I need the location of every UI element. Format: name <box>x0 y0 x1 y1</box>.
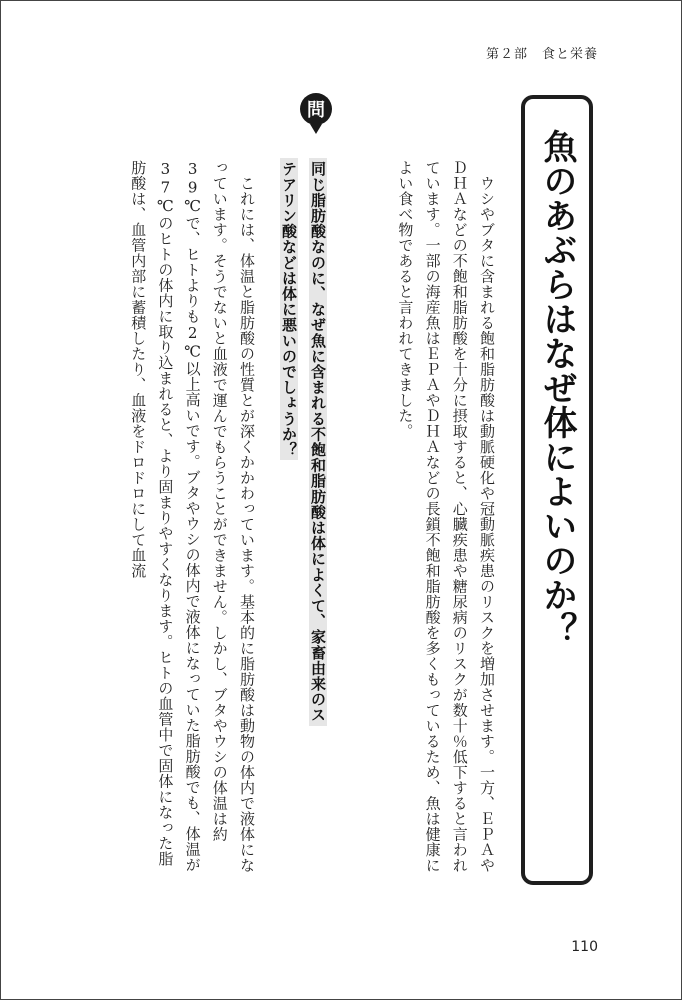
chapter-title: 魚のあぶらはなぜ体によいのか？ <box>537 129 577 647</box>
question-line-1: 同じ脂肪酸なのに、なぜ魚に含まれる不飽和脂肪酸は体によくて、家畜由来のス <box>309 158 327 726</box>
page-number: 110 <box>571 939 598 955</box>
question-line-2: テアリン酸などは体に悪いのでしょうか？ <box>280 158 298 460</box>
title-box <box>521 95 593 885</box>
question-box <box>270 150 336 876</box>
body-paragraph-2: これには、体温と脂肪酸の性質とが深くかかわっています。基本的に脂肪酸は動物の体内で液体になっています。そうでないと血液で運んでもらうことができません。しかし、ブタやウシの体温は約39℃で、ヒトよりも2℃以上高いです。ブタやウシの体内で液体になっていた脂肪酸でも、体温が37℃のヒトの体内に取り込まれると、より固まりやすくなります。ヒトの血管中で固体になった脂肪酸は、血管内部に蓄積したり、血液をドロドロにして血流 <box>129 160 256 873</box>
question-text <box>274 158 332 868</box>
running-head: 第２部 食と栄養 <box>485 47 598 62</box>
question-badge-icon: 問 <box>300 93 332 125</box>
body-paragraph-1: ウシやブタに含まれる飽和脂肪酸は動脈硬化や冠動脈疾患のリスクを増加させます。一方、ＥＰＡやＤＨＡなどの不飽和脂肪酸を十分に摂取すると、心臓疾患や糖尿病のリスクが数十％低下すると言われています。一部の海産魚はＥＰＡやＤＨＡなどの長鎖不飽和脂肪酸を多くもっているため、魚は健康によい食べ物であると言われてきました。 <box>396 160 496 873</box>
